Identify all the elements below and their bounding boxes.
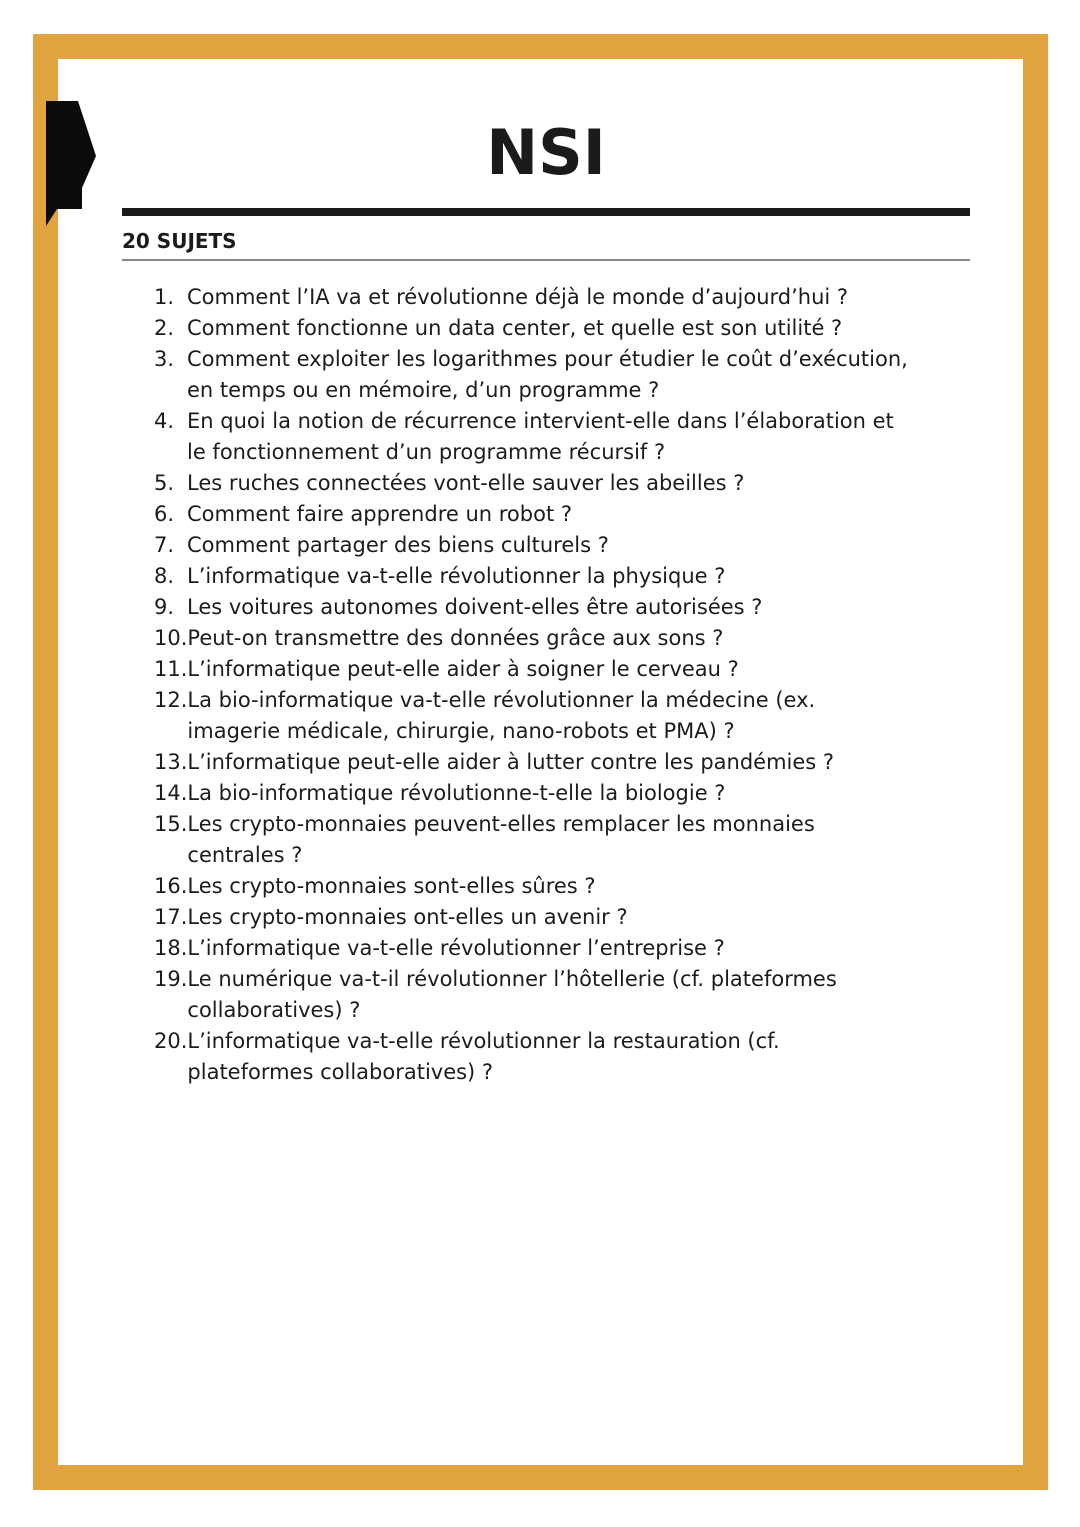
item-text: Les crypto-monnaies peuvent-elles remplacer les monnaies centrales ? bbox=[187, 812, 815, 867]
document-content bbox=[122, 118, 970, 1088]
item-number: 2. bbox=[154, 316, 175, 340]
item-text: Peut-on transmettre des données grâce aux sons ? bbox=[187, 626, 724, 650]
list-item bbox=[122, 871, 970, 902]
list-item bbox=[122, 499, 970, 530]
item-number: 17. bbox=[154, 905, 188, 929]
item-text: La bio-informatique va-t-elle révolutionner la médecine (ex. imagerie médicale, chirurgie, nano-robots et PMA) ? bbox=[187, 688, 816, 743]
item-number: 19. bbox=[154, 967, 188, 991]
list-item bbox=[122, 778, 970, 809]
bookmark-icon bbox=[46, 101, 96, 226]
list-item bbox=[122, 685, 970, 747]
item-number: 16. bbox=[154, 874, 188, 898]
item-number: 18. bbox=[154, 936, 188, 960]
page-title: NSI bbox=[486, 116, 606, 189]
list-item bbox=[122, 902, 970, 933]
item-number: 12. bbox=[154, 688, 188, 712]
item-text: Comment partager des biens culturels ? bbox=[187, 533, 609, 557]
list-item bbox=[122, 344, 970, 406]
list-item bbox=[122, 1026, 970, 1088]
list-item bbox=[122, 747, 970, 778]
item-number: 14. bbox=[154, 781, 188, 805]
item-number: 8. bbox=[154, 564, 175, 588]
item-text: Les crypto-monnaies ont-elles un avenir ? bbox=[187, 905, 628, 929]
item-number: 4. bbox=[154, 409, 175, 433]
item-number: 9. bbox=[154, 595, 175, 619]
item-number: 1. bbox=[154, 285, 175, 309]
item-text: Le numérique va-t-il révolutionner l’hôtellerie (cf. plateformes collaboratives) ? bbox=[187, 967, 837, 1022]
topics-list bbox=[122, 282, 970, 1088]
item-text: Comment faire apprendre un robot ? bbox=[187, 502, 573, 526]
list-item bbox=[122, 654, 970, 685]
list-item bbox=[122, 468, 970, 499]
item-number: 7. bbox=[154, 533, 175, 557]
list-item bbox=[122, 282, 970, 313]
item-number: 3. bbox=[154, 347, 175, 371]
item-text: L’informatique peut-elle aider à soigner le cerveau ? bbox=[187, 657, 739, 681]
list-item bbox=[122, 406, 970, 468]
list-item bbox=[122, 623, 970, 654]
item-text: La bio-informatique révolutionne-t-elle la biologie ? bbox=[187, 781, 726, 805]
title-divider bbox=[122, 208, 970, 216]
item-number: 6. bbox=[154, 502, 175, 526]
list-item bbox=[122, 933, 970, 964]
section-divider bbox=[122, 259, 970, 261]
item-number: 20. bbox=[154, 1029, 188, 1053]
item-text: Les ruches connectées vont-elle sauver les abeilles ? bbox=[187, 471, 745, 495]
list-item bbox=[122, 561, 970, 592]
item-text: Comment fonctionne un data center, et quelle est son utilité ? bbox=[187, 316, 843, 340]
item-text: L’informatique va-t-elle révolutionner la restauration (cf. plateformes collaboratives) ? bbox=[187, 1029, 780, 1084]
item-text: L’informatique va-t-elle révolutionner la physique ? bbox=[187, 564, 726, 588]
item-text: Les voitures autonomes doivent-elles être autorisées ? bbox=[187, 595, 763, 619]
list-item bbox=[122, 592, 970, 623]
item-text: L’informatique peut-elle aider à lutter contre les pandémies ? bbox=[187, 750, 835, 774]
list-item bbox=[122, 313, 970, 344]
item-text: Les crypto-monnaies sont-elles sûres ? bbox=[187, 874, 596, 898]
item-number: 11. bbox=[154, 657, 188, 681]
item-text: Comment exploiter les logarithmes pour étudier le coût d’exécution, en temps ou en mémoire, d’un programme ? bbox=[187, 347, 908, 402]
section-heading: 20 SUJETS bbox=[122, 229, 237, 253]
item-number: 13. bbox=[154, 750, 188, 774]
item-text: Comment l’IA va et révolutionne déjà le monde d’aujourd’hui ? bbox=[187, 285, 849, 309]
item-number: 15. bbox=[154, 812, 188, 836]
list-item bbox=[122, 964, 970, 1026]
item-number: 5. bbox=[154, 471, 175, 495]
item-text: L’informatique va-t-elle révolutionner l’entreprise ? bbox=[187, 936, 725, 960]
list-item bbox=[122, 530, 970, 561]
list-item bbox=[122, 809, 970, 871]
item-number: 10. bbox=[154, 626, 188, 650]
item-text: En quoi la notion de récurrence intervient-elle dans l’élaboration et le fonctionnement d’un programme récursif ? bbox=[187, 409, 894, 464]
